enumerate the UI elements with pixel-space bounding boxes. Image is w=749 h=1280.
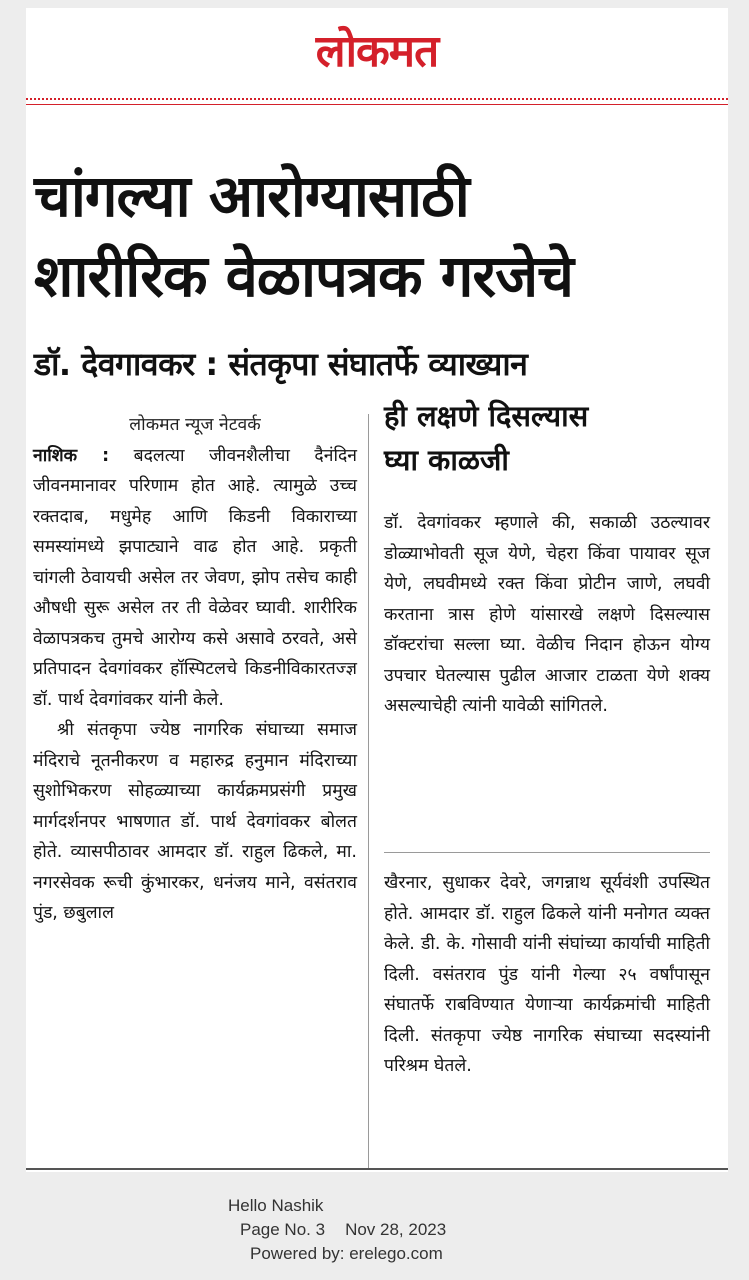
- edition-name: Hello Nashik: [228, 1196, 324, 1215]
- sidebar-box-title: [384, 394, 714, 482]
- article-subheadline: डॉ. देवगावकर : संतकृपा संघातर्फे व्याख्यान: [34, 345, 528, 383]
- powered-by: Powered by: erelego.com: [250, 1244, 443, 1263]
- masthead-dotted-rule: [26, 98, 728, 100]
- article-left-column: [33, 410, 357, 929]
- clipping-bottom-rule: [26, 1168, 728, 1170]
- page-number: Page No. 3: [240, 1220, 326, 1239]
- box-title-line-1: ही लक्षणे दिसल्यास: [384, 399, 589, 433]
- sidebar-box-text: [384, 508, 710, 722]
- column-divider: [368, 414, 369, 1170]
- masthead-rule: [26, 104, 728, 105]
- continuation-paragraph: खैरनार, सुधाकर देवरे, जगन्नाथ सूर्यवंशी उपस्थित होते. आमदार डॉ. राहुल ढिकले यांनी मनोगत व्यक्त केले. डी. के. गोसावी यांनी संघांच्या कार्याची माहिती दिली. वसंतराव पुंड यांनी गेल्या २५ वर्षांपासून संघातर्फे राबविण्यात येणाऱ्या कार्यक्रमांची माहिती दिली. संतकृपा ज्येष्ठ नागरिक संघाच्या सदस्यांनी परिश्रम घेतले.: [384, 873, 710, 1076]
- box-paragraph: डॉ. देवगांवकर म्हणाले की, सकाळी उठल्यावर डोळ्याभोवती सूज येणे, चेहरा किंवा पायावर सूज येणे, लघवीमध्ये रक्त किंवा प्रोटीन जाणे, लघवी करताना त्रास होणे यांसारखे लक्षणे दिसल्यास डॉक्टरांचा सल्ला घ्या. वेळीच निदान होऊन योग्य उपचार घेतल्यास पुढील आजार टाळता येणे शक्य असल्याचेही त्यांनी यावेळी सांगितले.: [384, 513, 710, 716]
- paragraph-1: [33, 441, 357, 716]
- headline-line-2: शारीरिक वेळापत्रक गरजेचे: [34, 242, 573, 310]
- dateline: नाशिक :: [33, 445, 110, 466]
- byline: लोकमत न्यूज नेटवर्क: [129, 415, 261, 435]
- page-info: [240, 1218, 749, 1242]
- article-continuation: [384, 868, 710, 1082]
- page-footer: [0, 1194, 749, 1266]
- publication-date: Nov 28, 2023: [345, 1220, 447, 1239]
- box-separator: [384, 852, 710, 853]
- headline-line-1: चांगल्या आरोग्यासाठी: [34, 162, 469, 230]
- article-headline: [34, 156, 724, 316]
- newspaper-logo: लोकमत: [315, 26, 439, 77]
- box-title-line-2: घ्या काळजी: [384, 443, 509, 477]
- paragraph-2: श्री संतकृपा ज्येष्ठ नागरिक संघाच्या समाज मंदिराचे नूतनीकरण व महारुद्र हनुमान मंदिराच्या सुशोभिकरण सोहळ्याच्या कार्यक्रमप्रसंगी प्रमुख मार्गदर्शनपर भाषणात डॉ. पार्थ देवगांवकर बोलत होते. व्यासपीठावर आमदार डॉ. राहुल ढिकले, मा. नगरसेवक रूची कुंभारकर, धनंजय माने, वसंतराव पुंड, छबुलाल: [33, 720, 357, 923]
- newspaper-clipping: [26, 8, 728, 1172]
- paragraph-1-text: बदलत्या जीवनशैलीचा दैनंदिन जीवनमानावर परिणाम होत आहे. त्यामुळे उच्च रक्तदाब, मधुमेह आणि किडनी विकाराच्या समस्यांमध्ये झपाट्याने वाढ होत आहे. प्रकृती चांगली ठेवायची असेल तर जेवण, झोप तसेच काही औषधी सुरू असेल तर ती वेळेवर घ्यावी. शारीरिक वेळापत्रकच तुमचे आरोग्य कसे असावे ठरवते, असे प्रतिपादन देवगांवकर हॉस्पिटलचे किडनीविकारतज्ज्ञ डॉ. पार्थ देवगांवकर यांनी केले.: [33, 445, 357, 710]
